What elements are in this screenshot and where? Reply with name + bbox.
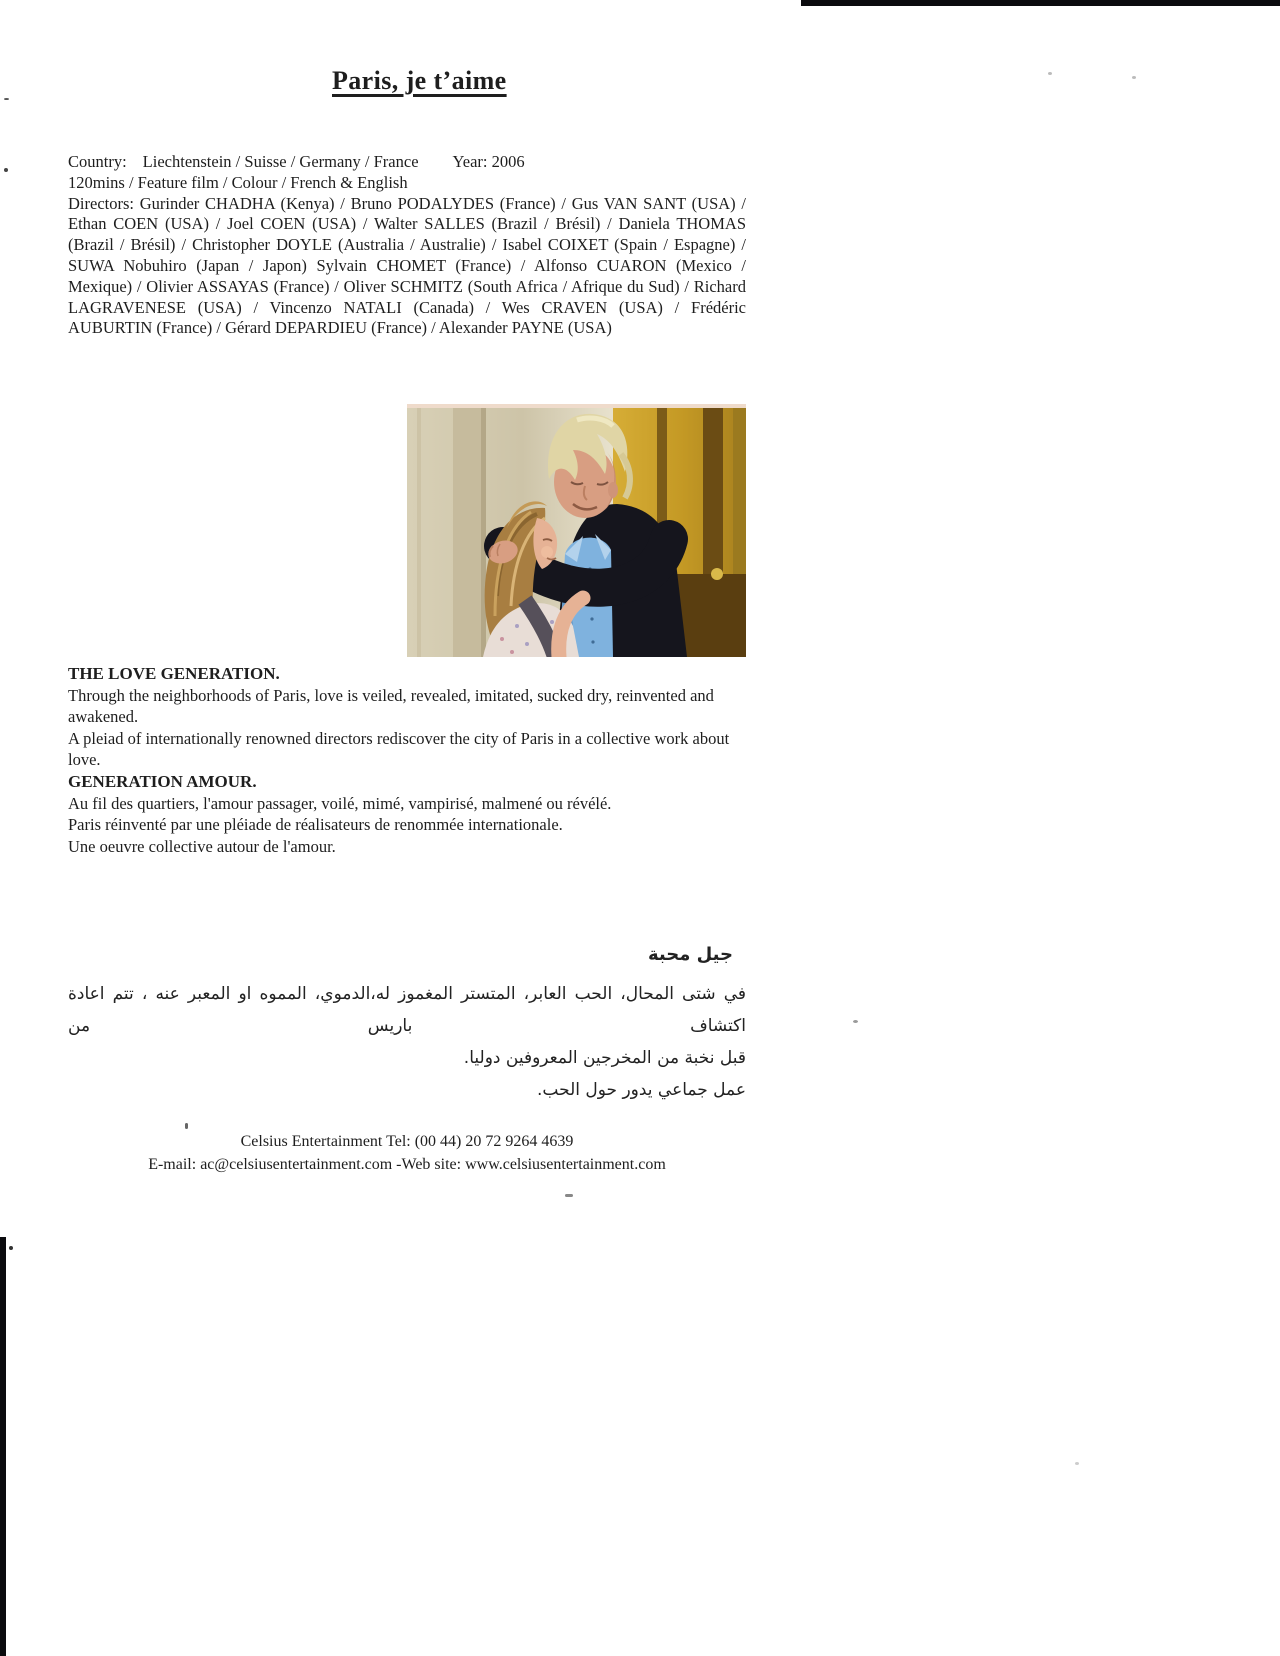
french-heading: GENERATION AMOUR. (68, 771, 257, 791)
arabic-line: قبل نخبة من المخرجين المعروفين دوليا. (463, 1048, 746, 1068)
french-line: Au fil des quartiers, l'amour passager, voilé, mimé, vampirisé, malmené ou révélé. (68, 793, 612, 813)
english-paragraph: Through the neighborhoods of Paris, love is veiled, revealed, imitated, sucked dry, reinvented and awakened. (68, 685, 714, 727)
scan-speck (565, 1194, 573, 1197)
scan-speck (1132, 76, 1136, 79)
scan-speck (9, 1246, 13, 1250)
film-still-illustration (407, 404, 746, 657)
film-still-photo (407, 404, 746, 657)
english-heading: THE LOVE GENERATION. (68, 664, 280, 683)
scan-artifact-left-bar (0, 1237, 6, 1656)
directors-paragraph: Directors: Gurinder CHADHA (Kenya) / Bruno PODALYDES (France) / Gus VAN SANT (USA) / Ethan COEN (USA) / Joel COEN (USA) / Walter SALLES (Brazil / Brésil) / Daniela THOMAS (Brazil / Brésil) / Christopher DOYLE (Australia / Australie) / Isabel COIXET (Spain / Espagne) / SUWA Nobuhiro (Japan / Japon) Sylvain CHOMET (France) / Alfonso CUARON (Mexico / Mexique) / Olivier ASSAYAS (France) / Oliver SCHMITZ (South Africa / Afrique du Sud) / Richard LAGRAVENESE (USA) / Vincenzo NATALI (Canada) / Wes CRAVEN (USA) / Frédéric AUBURTIN (France) / Gérard DEPARDIEU (France) / Alexander PAYNE (USA) (68, 193, 746, 338)
year-value: Year: 2006 (452, 152, 525, 171)
scan-speck (185, 1123, 188, 1129)
arabic-line: عمل جماعي يدور حول الحب. (537, 1080, 746, 1100)
scan-speck (1048, 72, 1052, 75)
arabic-section (68, 940, 746, 1106)
arabic-line: في شتى المحال، الحب العابر، المتستر المغموز له،الدموي، المموه او المعبر عنه ، تتم اعادة اكتشاف باريس من (68, 984, 746, 1036)
film-info-block (68, 152, 746, 339)
arabic-heading: جيل محبة (647, 944, 733, 965)
english-paragraph: A pleiad of internationally renowned directors rediscover the city of Paris in a collective work about love. (68, 728, 730, 770)
synopsis-sections (68, 663, 746, 857)
scan-speck (853, 1020, 858, 1023)
country-label: Country: (68, 152, 127, 171)
contact-footer (68, 1130, 746, 1176)
scan-speck (4, 98, 9, 100)
page-title: Paris, je t’aime (332, 66, 507, 95)
french-line: Une oeuvre collective autour de l'amour. (68, 836, 336, 856)
specs-line: 120mins / Feature film / Colour / French & English (68, 172, 408, 192)
scan-speck (1075, 1462, 1079, 1465)
scan-speck (4, 168, 8, 172)
country-year-line (68, 152, 746, 173)
contact-line: Celsius Entertainment Tel: (00 44) 20 72 9264 4639 (240, 1133, 574, 1150)
french-line: Paris réinventé par une pléiade de réalisateurs de renommée internationale. (68, 815, 563, 835)
contact-line: E-mail: ac@celsiusentertainment.com -Web site: www.celsiusentertainment.com (148, 1156, 666, 1173)
country-value: Liechtenstein / Suisse / Germany / France (142, 152, 419, 171)
scan-artifact-top-bar (801, 0, 1280, 6)
